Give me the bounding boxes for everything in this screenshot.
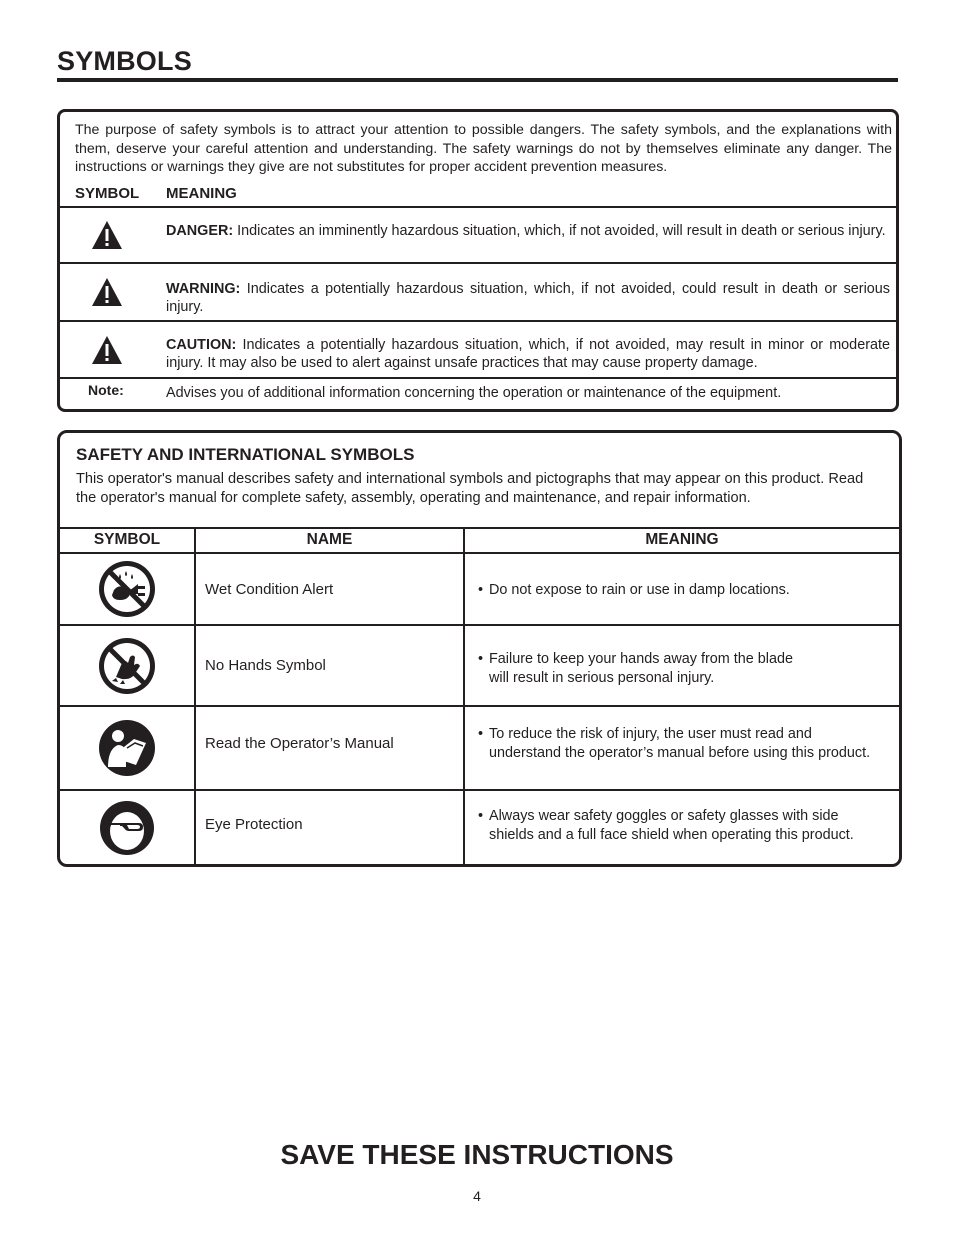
note-label: Note: bbox=[88, 382, 124, 398]
page-title: SYMBOLS bbox=[57, 46, 192, 76]
divider bbox=[60, 377, 896, 379]
no-hands-icon bbox=[60, 626, 194, 705]
caution-definition: CAUTION: Indicates a potentially hazardous situation, which, if not avoided, may result in minor or moderate injury. It may also be used to alert against unsafe practices that may cause property damage. bbox=[166, 337, 890, 371]
danger-definition: DANGER: Indicates an imminently hazardous situation, which, if not avoided, will result in death or serious injury. bbox=[166, 223, 886, 239]
eye-protection-icon bbox=[60, 791, 194, 864]
warning-definition: WARNING: Indicates a potentially hazardous situation, which, if not avoided, could result in death or serious injury. bbox=[166, 281, 890, 315]
divider bbox=[60, 320, 896, 322]
warning-triangle-icon bbox=[60, 322, 154, 377]
symbol-name: Read the Operator’s Manual bbox=[205, 735, 394, 752]
warning-triangle-icon bbox=[60, 208, 154, 262]
table-divider bbox=[194, 527, 196, 864]
divider bbox=[60, 206, 896, 208]
intro-paragraph: The purpose of safety symbols is to attract your attention to possible dangers. The safety symbols, and the explanations with them, deserve your careful attention and understanding. The safety warnings do not by themselves eliminate any danger. The instructions or warnings they give are not substitutes for proper accident prevention measures. bbox=[75, 122, 892, 175]
symbol-name: Wet Condition Alert bbox=[205, 581, 334, 598]
symbol-meaning: • Do not expose to rain or use in damp locations. bbox=[478, 582, 790, 598]
section-title: SAFETY AND INTERNATIONAL SYMBOLS bbox=[76, 445, 415, 464]
page-number: 4 bbox=[473, 1188, 481, 1204]
warning-triangle-icon bbox=[60, 264, 154, 320]
col-header-meaning: MEANING bbox=[645, 531, 719, 548]
symbol-meaning: • To reduce the risk of injury, the user must read and understand the operator’s manual before using this product. bbox=[478, 726, 871, 761]
signal-words-box bbox=[57, 109, 899, 412]
col-header-symbol: SYMBOL bbox=[93, 531, 161, 548]
international-symbols-box bbox=[57, 430, 902, 867]
wet-condition-icon bbox=[60, 554, 194, 624]
divider bbox=[60, 262, 896, 264]
save-instructions-heading: SAVE THESE INSTRUCTIONS bbox=[280, 1139, 674, 1170]
meaning-header: MEANING bbox=[166, 185, 237, 202]
section-description: This operator's manual describes safety and international symbols and pictographs that may appear on this product. Read the operator's manual for complete safety, assembly, operating and maintenance, and repair information. bbox=[76, 471, 864, 506]
symbol-name: Eye Protection bbox=[205, 816, 303, 833]
symbol-meaning: • Always wear safety goggles or safety glasses with side shields and a full face shield when operating this product. bbox=[478, 808, 854, 843]
note-text: Advises you of additional information concerning the operation or maintenance of the equipment. bbox=[166, 385, 782, 401]
col-header-name: NAME bbox=[306, 531, 353, 548]
table-divider bbox=[60, 527, 899, 529]
symbol-header: SYMBOL bbox=[75, 185, 140, 202]
read-manual-icon bbox=[60, 707, 194, 789]
symbol-meaning: • Failure to keep your hands away from the blade will result in serious personal injury. bbox=[478, 651, 793, 686]
table-divider bbox=[463, 527, 465, 864]
title-rule bbox=[57, 78, 898, 82]
symbol-name: No Hands Symbol bbox=[205, 657, 326, 674]
